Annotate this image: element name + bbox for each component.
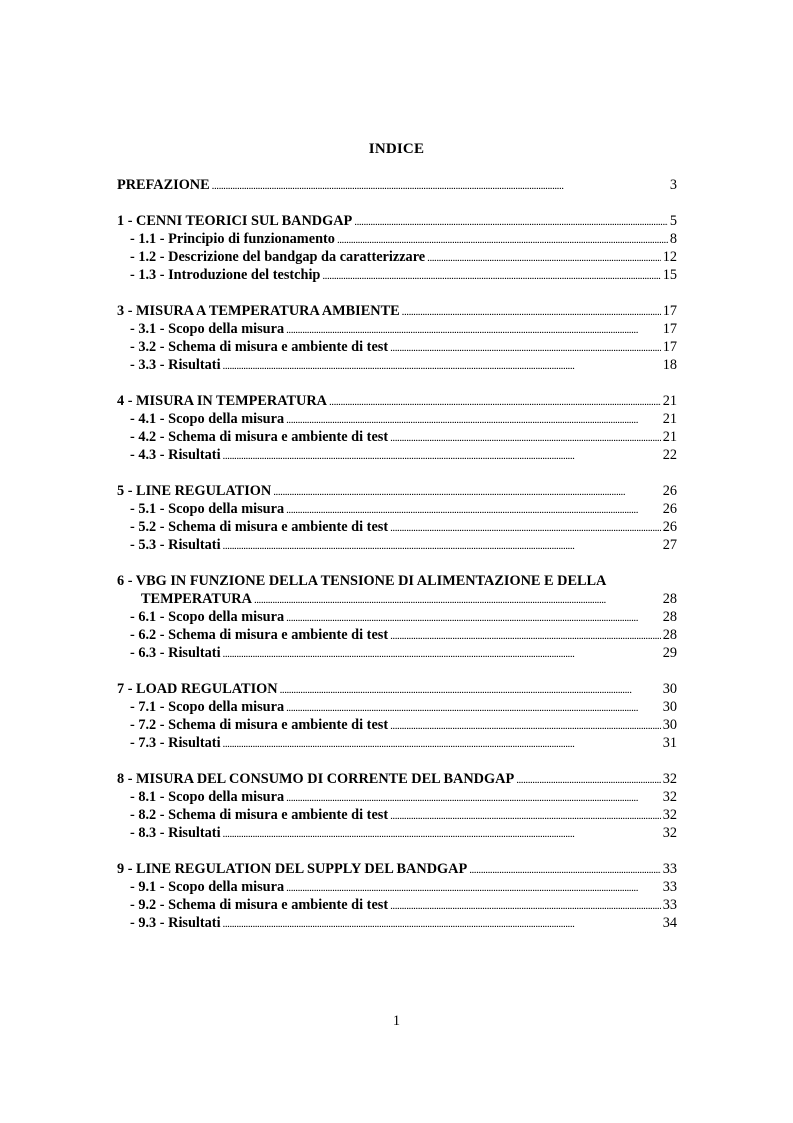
toc-section <box>117 572 677 662</box>
toc-subentry[interactable] <box>117 266 677 284</box>
toc-entry-label: - 4.1 - Scopo della misura <box>130 411 285 427</box>
toc-page-number: 28 <box>662 591 677 607</box>
toc-subentry[interactable] <box>117 734 677 752</box>
toc-entry-label: - 4.3 - Risultati <box>130 447 221 463</box>
toc-subentry[interactable] <box>117 626 677 644</box>
toc-subentry[interactable] <box>117 716 677 734</box>
toc-page-number: 29 <box>662 645 677 661</box>
dot-leader <box>427 249 661 267</box>
toc-entry-label: - 6.2 - Schema di misura e ambiente di test <box>130 627 389 643</box>
toc-page-number: 21 <box>662 411 677 427</box>
dot-leader <box>286 411 661 429</box>
toc-page-number: 3 <box>669 177 677 193</box>
dot-leader <box>390 627 661 645</box>
dot-leader <box>286 501 661 519</box>
toc-page-number: 34 <box>662 915 677 931</box>
toc-page-number: 30 <box>662 681 677 697</box>
toc-page-number: 17 <box>662 303 677 319</box>
toc-page-number: 21 <box>662 429 677 445</box>
toc-entry[interactable] <box>117 302 677 320</box>
toc-page-number: 32 <box>662 789 677 805</box>
toc-subentry[interactable] <box>117 320 677 338</box>
dot-leader <box>223 645 661 663</box>
page-title: INDICE <box>368 141 425 157</box>
toc-entry-label: - 5.2 - Schema di misura e ambiente di test <box>130 519 389 535</box>
toc-entry-label: - 4.2 - Schema di misura e ambiente di test <box>130 429 389 445</box>
dot-leader <box>223 537 661 555</box>
dot-leader <box>286 879 661 897</box>
dot-leader <box>212 177 668 195</box>
dot-leader <box>329 393 661 411</box>
dot-leader <box>390 429 661 447</box>
dot-leader <box>280 681 661 699</box>
toc-entry-label: 1 - CENNI TEORICI SUL BANDGAP <box>117 213 353 229</box>
toc-entry-label: - 9.1 - Scopo della misura <box>130 879 285 895</box>
toc-entry-label: TEMPERATURA <box>141 591 252 607</box>
toc-page-number: 12 <box>662 249 677 265</box>
dot-leader <box>286 321 661 339</box>
toc-entry-label: - 3.3 - Risultati <box>130 357 221 373</box>
toc-entry-label: - 7.1 - Scopo della misura <box>130 699 285 715</box>
toc-entry[interactable] <box>117 770 677 788</box>
toc-page-number: 26 <box>662 501 677 517</box>
dot-leader <box>390 897 661 915</box>
toc-entry-label: - 7.3 - Risultati <box>130 735 221 751</box>
toc-entry[interactable] <box>117 482 677 500</box>
toc-subentry[interactable] <box>117 806 677 824</box>
table-of-contents <box>117 176 677 950</box>
toc-entry-label: - 8.3 - Risultati <box>130 825 221 841</box>
toc-page-number: 33 <box>662 897 677 913</box>
dot-leader <box>286 609 661 627</box>
dot-leader <box>286 789 661 807</box>
toc-page-number: 21 <box>662 393 677 409</box>
dot-leader <box>254 591 661 609</box>
toc-entry-label: - 6.1 - Scopo della misura <box>130 609 285 625</box>
toc-page-number: 8 <box>669 231 677 247</box>
toc-entry-label: - 1.2 - Descrizione del bandgap da caratterizzare <box>130 249 426 265</box>
toc-entry[interactable] <box>117 212 677 230</box>
toc-entry[interactable] <box>117 392 677 410</box>
toc-entry-label: 3 - MISURA A TEMPERATURA AMBIENTE <box>117 303 400 319</box>
toc-entry-label: - 1.1 - Principio di funzionamento <box>130 231 335 247</box>
toc-page-number: 31 <box>662 735 677 751</box>
toc-page-number: 30 <box>662 717 677 733</box>
toc-subentry[interactable] <box>117 518 677 536</box>
dot-leader <box>223 447 661 465</box>
dot-leader <box>354 213 668 231</box>
toc-subentry[interactable] <box>117 500 677 518</box>
toc-page-number: 22 <box>662 447 677 463</box>
toc-page-number: 26 <box>662 483 677 499</box>
toc-page-number: 33 <box>662 861 677 877</box>
toc-entry-label: - 8.1 - Scopo della misura <box>130 789 285 805</box>
dot-leader <box>223 735 661 753</box>
dot-leader <box>390 339 661 357</box>
toc-subentry[interactable] <box>117 914 677 932</box>
toc-entry-label: - 3.2 - Schema di misura e ambiente di test <box>130 339 389 355</box>
toc-entry-label: 6 - VBG IN FUNZIONE DELLA TENSIONE DI ALIMENTAZIONE E DELLA <box>117 573 607 589</box>
toc-subentry[interactable] <box>117 608 677 626</box>
toc-entry-label: - 3.1 - Scopo della misura <box>130 321 285 337</box>
dot-leader <box>390 807 661 825</box>
page-number: 1 <box>392 1013 401 1029</box>
toc-page-number: 28 <box>662 627 677 643</box>
toc-page-number: 26 <box>662 519 677 535</box>
toc-subentry[interactable] <box>117 230 677 248</box>
toc-entry[interactable] <box>117 572 677 590</box>
dot-leader <box>223 915 661 933</box>
toc-section <box>117 770 677 842</box>
toc-entry-label: 9 - LINE REGULATION DEL SUPPLY DEL BANDGAP <box>117 861 468 877</box>
toc-subentry[interactable] <box>117 410 677 428</box>
dot-leader <box>223 825 661 843</box>
toc-entry-label: - 1.3 - Introduzione del testchip <box>130 267 321 283</box>
toc-subentry[interactable] <box>117 698 677 716</box>
dot-leader <box>516 771 661 789</box>
dot-leader <box>286 699 661 717</box>
toc-page-number: 32 <box>662 807 677 823</box>
toc-entry-label: 4 - MISURA IN TEMPERATURA <box>117 393 327 409</box>
toc-section <box>117 680 677 752</box>
toc-entry-label: - 8.2 - Schema di misura e ambiente di test <box>130 807 389 823</box>
toc-subentry[interactable] <box>117 248 677 266</box>
toc-section <box>117 482 677 554</box>
toc-entry-label: 7 - LOAD REGULATION <box>117 681 278 697</box>
toc-entry[interactable] <box>117 590 677 608</box>
toc-page-number: 32 <box>662 825 677 841</box>
toc-entry-label: - 5.1 - Scopo della misura <box>130 501 285 517</box>
toc-entry-label: 5 - LINE REGULATION <box>117 483 272 499</box>
toc-entry-label: 8 - MISURA DEL CONSUMO DI CORRENTE DEL BANDGAP <box>117 771 515 787</box>
toc-entry-label: - 6.3 - Risultati <box>130 645 221 661</box>
dot-leader <box>337 231 668 249</box>
dot-leader <box>223 357 661 375</box>
toc-subentry[interactable] <box>117 446 677 464</box>
toc-subentry[interactable] <box>117 824 677 842</box>
dot-leader <box>469 861 661 879</box>
toc-entry[interactable] <box>117 680 677 698</box>
dot-leader <box>402 303 661 321</box>
toc-entry-label: - 9.2 - Schema di misura e ambiente di test <box>130 897 389 913</box>
toc-page-number: 5 <box>669 213 677 229</box>
toc-subentry[interactable] <box>117 896 677 914</box>
toc-entry-label: PREFAZIONE <box>117 177 210 193</box>
toc-page-number: 15 <box>662 267 677 283</box>
toc-subentry[interactable] <box>117 338 677 356</box>
toc-subentry[interactable] <box>117 878 677 896</box>
dot-leader <box>322 267 660 285</box>
dot-leader <box>390 717 661 735</box>
toc-page-number: 17 <box>662 321 677 337</box>
toc-page-number: 30 <box>662 699 677 715</box>
toc-page-number: 17 <box>662 339 677 355</box>
toc-page-number: 28 <box>662 609 677 625</box>
toc-entry[interactable] <box>117 860 677 878</box>
toc-section <box>117 302 677 374</box>
toc-entry-label: - 7.2 - Schema di misura e ambiente di test <box>130 717 389 733</box>
toc-page-number: 18 <box>662 357 677 373</box>
toc-subentry[interactable] <box>117 428 677 446</box>
toc-page-number: 27 <box>662 537 677 553</box>
toc-entry-label: - 5.3 - Risultati <box>130 537 221 553</box>
toc-subentry[interactable] <box>117 644 677 662</box>
toc-subentry[interactable] <box>117 788 677 806</box>
toc-page-number: 32 <box>662 771 677 787</box>
dot-leader <box>390 519 661 537</box>
toc-subentry[interactable] <box>117 356 677 374</box>
toc-subentry[interactable] <box>117 536 677 554</box>
toc-section <box>117 392 677 464</box>
toc-section <box>117 212 677 284</box>
dot-leader <box>273 483 660 501</box>
toc-section <box>117 176 677 194</box>
toc-entry[interactable] <box>117 176 677 194</box>
toc-page-number: 33 <box>662 879 677 895</box>
toc-entry-label: - 9.3 - Risultati <box>130 915 221 931</box>
toc-section <box>117 860 677 932</box>
